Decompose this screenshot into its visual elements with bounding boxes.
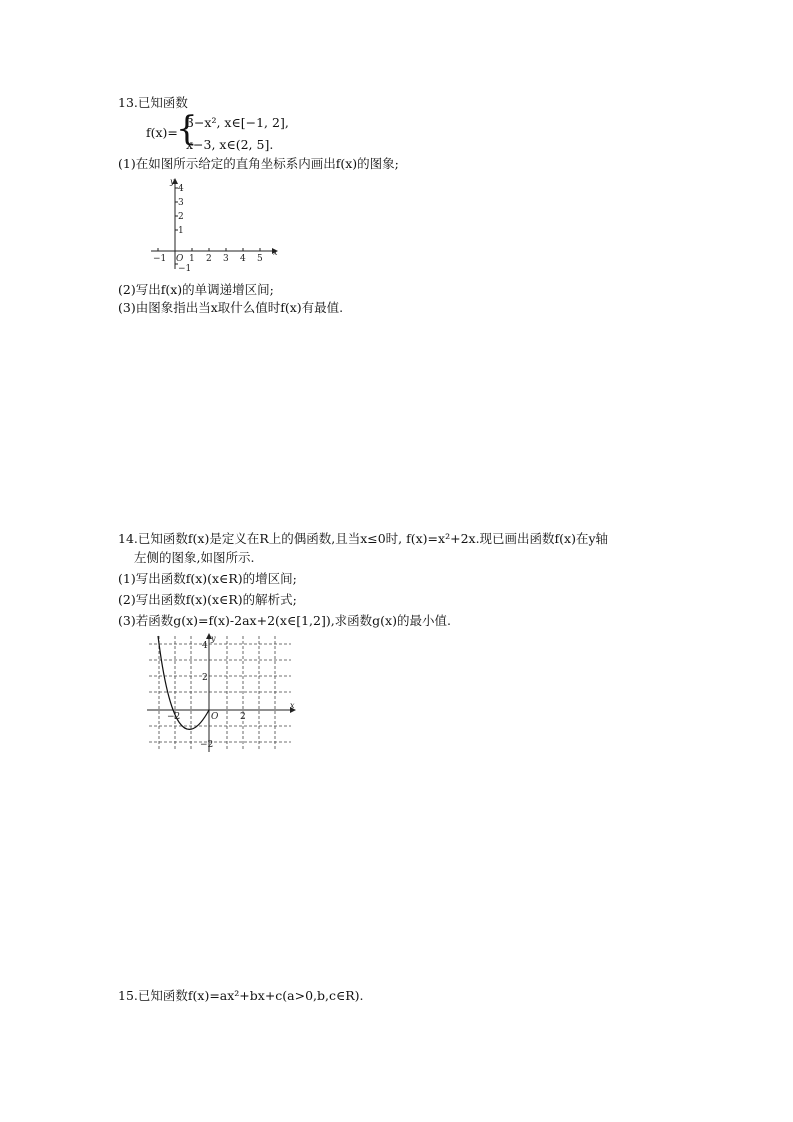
- q14-part-1: (1)写出函数f(x)(x∈R)的增区间;: [118, 571, 297, 586]
- q13-x-label-neg1: −1: [153, 254, 167, 264]
- q14-x-label-2: 2: [240, 712, 246, 722]
- q13-y-label-3: 3: [178, 198, 184, 208]
- q13-fx-label: f(x)=: [146, 125, 178, 140]
- q14-origin-label: O: [211, 712, 219, 722]
- q13-y-label-4: 4: [178, 184, 184, 194]
- q14-text-line-2: 左侧的图象,如图所示.: [134, 550, 255, 565]
- q13-x-label-3: 3: [223, 254, 229, 264]
- q13-y-axis-label: y: [170, 177, 175, 186]
- q14-y-label-neg2: −2: [200, 740, 214, 750]
- q14-text-line-1: 已知函数f(x)是定义在R上的偶函数,且当x≤0时, f(x)=x²+2x.现已画出函数f(x)在y轴: [137, 531, 609, 546]
- q14-dashed-grid: [149, 636, 291, 750]
- q14-x-label-neg2: −2: [167, 712, 181, 722]
- q13-coordinate-figure: [145, 175, 285, 275]
- q13-y-label-2: 2: [178, 212, 184, 222]
- q13-number: 13.: [118, 95, 138, 110]
- q13-part-3: (3)由图象指出当x取什么值时f(x)有最值.: [118, 300, 344, 315]
- q15-text: 已知函数f(x)=ax²+bx+c(a>0,b,c∈R).: [137, 988, 364, 1003]
- q14-y-label-2: 2: [202, 673, 208, 683]
- q13-x-label-4: 4: [240, 254, 246, 264]
- q13-piece-1: 3−x², x∈[−1, 2],: [186, 115, 289, 130]
- q13-piecewise-brace: {: [176, 109, 198, 149]
- q14-y-axis-label: y: [211, 634, 216, 643]
- q13-origin-label: O: [176, 254, 184, 264]
- q14-graph-figure: [145, 632, 300, 754]
- q13-part-2: (2)写出f(x)的单调递增区间;: [118, 282, 274, 297]
- q13-x-label-5: 5: [257, 254, 263, 264]
- q15-number: 15.: [118, 988, 138, 1003]
- q14-line-1: [118, 531, 608, 547]
- q13-x-axis-label: x: [273, 248, 278, 257]
- q13-y-label-neg1: −1: [178, 264, 192, 274]
- q13-y-label-1: 1: [178, 226, 184, 236]
- q13-piece-2: x−3, x∈(2, 5].: [186, 137, 274, 152]
- q14-x-axis-label: x: [290, 701, 295, 710]
- q13-x-label-2: 2: [206, 254, 212, 264]
- q13-intro: 已知函数: [137, 95, 188, 110]
- q15-line: [118, 988, 364, 1004]
- q13-part-1: (1)在如图所示给定的直角坐标系内画出f(x)的图象;: [118, 156, 399, 171]
- q14-y-label-4: 4: [202, 641, 208, 651]
- q14-part-3: (3)若函数g(x)=f(x)-2ax+2(x∈[1,2]),求函数g(x)的最小值.: [118, 613, 451, 628]
- q13-x-label-1: 1: [189, 254, 195, 264]
- q14-number: 14.: [118, 531, 138, 546]
- q14-part-2: (2)写出函数f(x)(x∈R)的解析式;: [118, 592, 297, 607]
